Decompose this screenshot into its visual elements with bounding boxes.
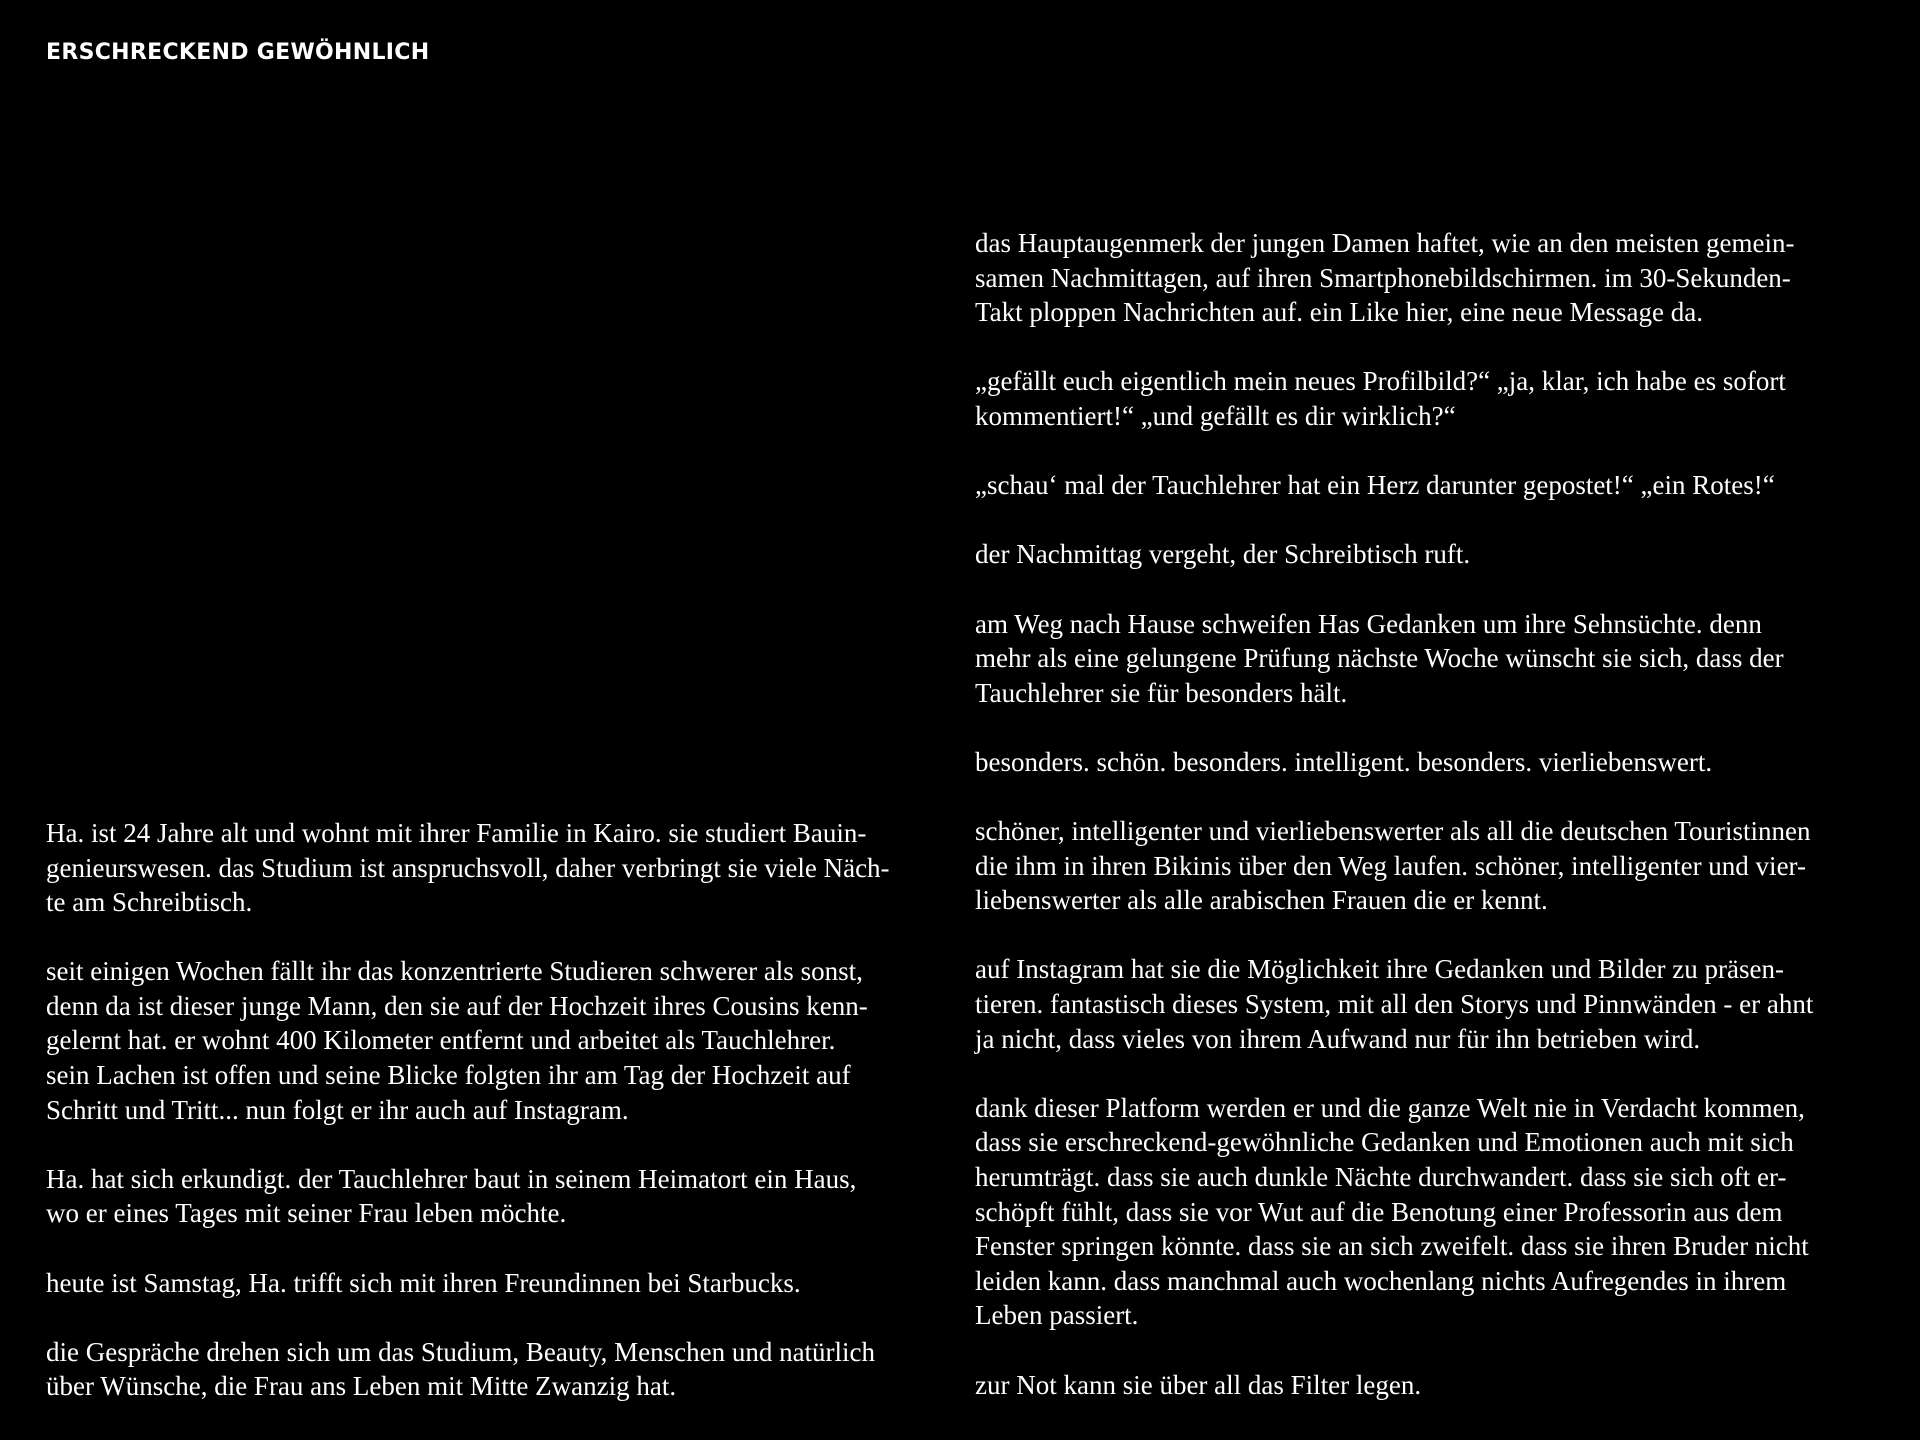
- paragraph: schöner, intelligenter und vierliebenswerter als all die deutschen Touristinnen die ihm in ihren Bikinis über den Weg laufen. schöner, intelligenter und vier- liebenswerter als alle arabischen Frauen die er kennt.: [975, 816, 1811, 916]
- paragraph: der Nachmittag vergeht, der Schreibtisch ruft.: [975, 539, 1471, 570]
- paragraph: zur Not kann sie über all das Filter legen.: [975, 1369, 1422, 1400]
- paragraph: „schau‘ mal der Tauchlehrer hat ein Herz darunter gepostet!“ „ein Rotes!“: [975, 470, 1775, 501]
- page-title: ERSCHRECKEND GEWÖHNLICH: [46, 40, 430, 65]
- paragraph: das Hauptaugenmerk der jungen Damen haftet, wie an den meisten gemein- samen Nachmittagen, auf ihren Smartphonebildschirmen. im 30-Sekunden- Takt ploppen Nachrichten auf. ein Like hier, eine neue Message da.: [975, 228, 1795, 328]
- paragraph: Ha. ist 24 Jahre alt und wohnt mit ihrer Familie in Kairo. sie studiert Bauin- genieurswesen. das Studium ist anspruchsvoll, daher verbringt sie viele Näch- te am Schreibtisch.: [46, 817, 890, 918]
- right-text-column: [975, 226, 1880, 1402]
- paragraph: am Weg nach Hause schweifen Has Gedanken um ihre Sehnsüchte. denn mehr als eine gelungene Prüfung nächste Woche wünscht sie sich, dass der Tauchlehrer sie für besonders hält.: [975, 608, 1784, 708]
- paragraph: besonders. schön. besonders. intelligent. besonders. vierliebenswert.: [975, 746, 1713, 777]
- left-text-column: [46, 816, 951, 1404]
- paragraph: auf Instagram hat sie die Möglichkeit ihre Gedanken und Bilder zu präsen- tieren. fantastisch dieses System, mit all den Storys und Pinnwänden - er ahnt ja nicht, dass vieles von ihrem Aufwand nur für ihn betrieben wird.: [975, 954, 1814, 1054]
- paragraph: heute ist Samstag, Ha. trifft sich mit ihren Freundinnen bei Starbucks.: [46, 1267, 801, 1298]
- paragraph: Ha. hat sich erkundigt. der Tauchlehrer baut in seinem Heimatort ein Haus, wo er eines Tages mit seiner Frau leben möchte.: [46, 1163, 857, 1229]
- paragraph: „gefällt euch eigentlich mein neues Profilbild?“ „ja, klar, ich habe es sofort kommentiert!“ „und gefällt es dir wirklich?“: [975, 366, 1786, 431]
- paragraph: dank dieser Platform werden er und die ganze Welt nie in Verdacht kommen, dass sie erschreckend-gewöhnliche Gedanken und Emotionen auch mit sich herumträgt. dass sie auch dunkle Nächte durchwandert. dass sie sich oft er- schöpft fühlt, dass sie vor Wut auf die Benotung einer Professorin aus dem Fenster springen könnte. dass sie an sich zweifelt. dass sie ihren Bruder nicht leiden kann. dass manchmal auch wochenlang nichts Aufregendes in ihrem Leben passiert.: [975, 1092, 1809, 1331]
- paragraph: seit einigen Wochen fällt ihr das konzentrierte Studieren schwerer als sonst, denn da ist dieser junge Mann, den sie auf der Hochzeit ihres Cousins kenn- gelernt hat. er wohnt 400 Kilometer entfernt und arbeitet als Tauchlehrer. sein Lachen ist offen und seine Blicke folgten ihr am Tag der Hochzeit auf Schritt und Tritt... nun folgt er ihr auch auf Instagram.: [46, 956, 868, 1125]
- paragraph: die Gespräche drehen sich um das Studium, Beauty, Menschen und natürlich über Wünsche, die Frau ans Leben mit Mitte Zwanzig hat.: [46, 1336, 876, 1402]
